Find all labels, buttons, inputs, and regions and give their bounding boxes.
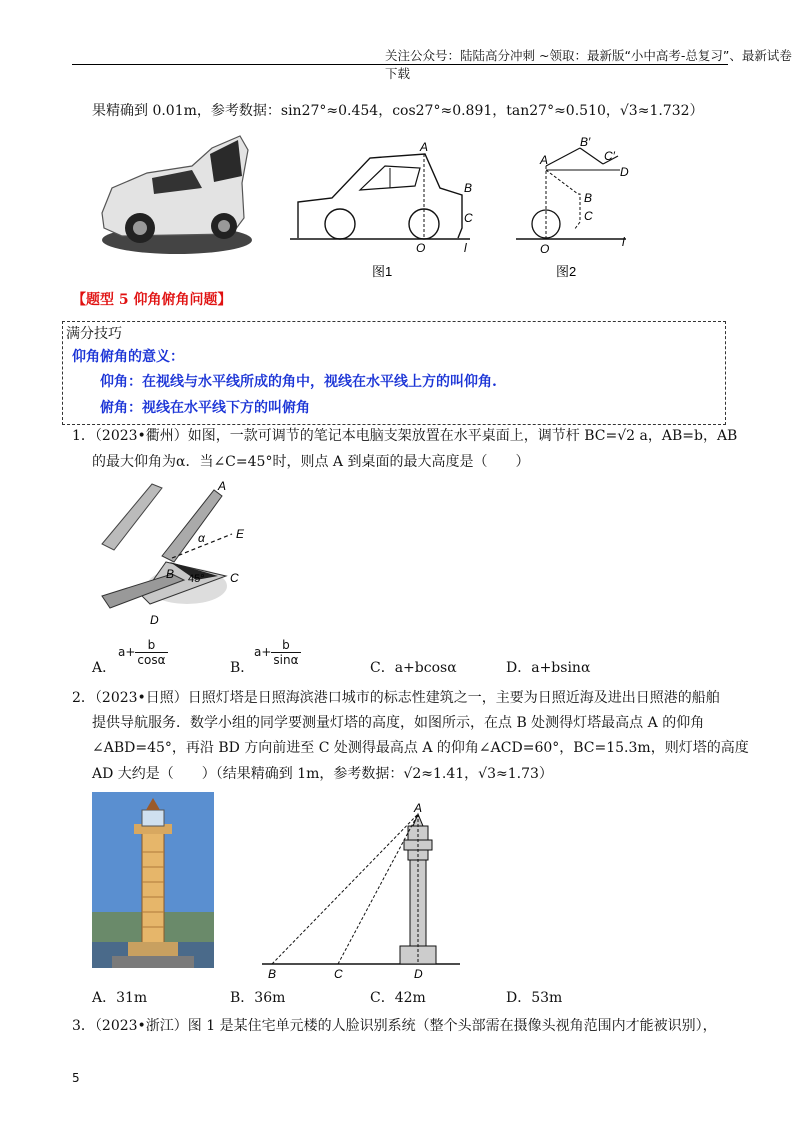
q2-line-3: ∠ABD=45°，再沿 BD 方向前进至 C 处测得最高点 A 的仰角∠ACD=60°，BC=15.3m，则灯塔的高度 <box>92 740 749 756</box>
tips-heading: 满分技巧 <box>66 326 122 342</box>
fig2-label-b1: B′ <box>580 136 591 149</box>
q1-option-a-num: b <box>147 638 156 652</box>
q1-label-c: C <box>230 571 239 585</box>
q1-option-a-den: cosα <box>137 653 166 667</box>
q1-option-a-formula <box>118 638 168 667</box>
q1-option-a-prefix: a+ <box>118 645 136 659</box>
fig1-label-l: l <box>464 241 467 255</box>
q1-label-a: A <box>218 479 227 493</box>
q2-label-c: C <box>334 967 343 980</box>
page-header: 关注公众号：陆陆高分冲刺 ~领取：最新版“小中高考-总复习”、最新试卷下载 <box>385 48 792 81</box>
figure-1-caption: 图1 <box>372 264 393 279</box>
page-number: 5 <box>72 1071 80 1085</box>
fig2-label-l: l <box>622 235 625 249</box>
q1-option-b-label: B． <box>230 660 255 676</box>
q2-label-d: D <box>414 967 423 980</box>
q1-label-d: D <box>150 613 159 627</box>
q2-label-a: A <box>414 801 423 815</box>
q3-line-1: 3．（2023•浙江）图 1 是某住宅单元楼的人脸识别系统（整个头部需在摄像头视角范围内才能被识别）， <box>72 1018 717 1034</box>
fig1-label-o: O <box>416 241 426 255</box>
fig2-label-a: A <box>540 153 549 167</box>
tips-line-1: 仰角：在视线与水平线所成的角中，视线在水平线上方的叫仰角. <box>100 374 497 390</box>
q2-option-a: A．31m <box>92 990 148 1006</box>
tips-subheading: 仰角俯角的意义： <box>72 349 184 365</box>
q2-option-d: D．53m <box>506 990 563 1006</box>
intro-line: 果精确到 0.01m，参考数据：sin27°≈0.454，cos27°≈0.891，tan27°≈0.510，√3≈1.732） <box>92 103 704 119</box>
q1-option-b-num: b <box>282 638 290 652</box>
section-title: 【题型 5 仰角俯角问题】 <box>72 292 232 308</box>
q1-option-b-den: sinα <box>273 653 299 667</box>
q2-line-2: 提供导航服务．数学小组的同学要测量灯塔的高度，如图所示，在点 B 处测得灯塔最高点 A 的仰角 <box>92 715 705 731</box>
q1-option-b-prefix: a+ <box>254 645 272 659</box>
figure-2-diagram <box>508 136 638 280</box>
q1-laptop-stand-figure <box>92 476 262 628</box>
fig2-label-c: C <box>584 209 593 223</box>
q1-label-e: E <box>236 527 245 541</box>
q2-geometry-figure <box>262 800 462 980</box>
q2-option-b: B．36m <box>230 990 286 1006</box>
tips-line-2: 俯角：视线在水平线下方的叫俯角 <box>100 400 310 416</box>
q1-option-d: D．a+bsinα <box>506 660 591 676</box>
fig1-label-c: C <box>464 211 473 225</box>
q2-line-1: 2．（2023•日照）日照灯塔是日照海滨港口城市的标志性建筑之一，主要为日照近海及进出日照港的船舶 <box>72 690 720 706</box>
q2-label-b: B <box>268 967 277 980</box>
figure-1-car-outline <box>290 140 480 280</box>
car-photo <box>92 128 252 260</box>
fig2-label-b: B <box>584 191 593 205</box>
q1-line-2: 的最大仰角为α．当∠C=45°时，则点 A 到桌面的最大高度是（ ） <box>92 454 530 470</box>
figure-2-caption: 图2 <box>556 264 577 279</box>
fig2-label-d: D <box>620 165 629 179</box>
fig1-label-b: B <box>464 181 473 195</box>
q1-option-c: C．a+bcosα <box>370 660 457 676</box>
q1-line-1: 1．（2023•衢州）如图，一款可调节的笔记本电脑支架放置在水平桌面上，调节杆 BC=√2 a，AB=b，AB <box>72 428 738 444</box>
header-divider <box>72 64 728 65</box>
fig2-label-o: O <box>540 242 550 256</box>
q2-option-c: C．42m <box>370 990 426 1006</box>
q1-label-alpha: α <box>198 531 205 545</box>
q1-option-a-label: A． <box>92 660 117 676</box>
fig2-label-c1: C′ <box>604 149 615 163</box>
q1-label-b: B <box>166 567 175 581</box>
q1-option-b-formula <box>254 638 301 667</box>
fig1-label-a: A <box>420 140 429 154</box>
q1-label-angle: 45° <box>188 573 205 585</box>
q2-line-4: AD 大约是（ ）（结果精确到 1m，参考数据：√2≈1.41，√3≈1.73） <box>92 766 553 782</box>
q2-lighthouse-photo <box>92 792 214 968</box>
